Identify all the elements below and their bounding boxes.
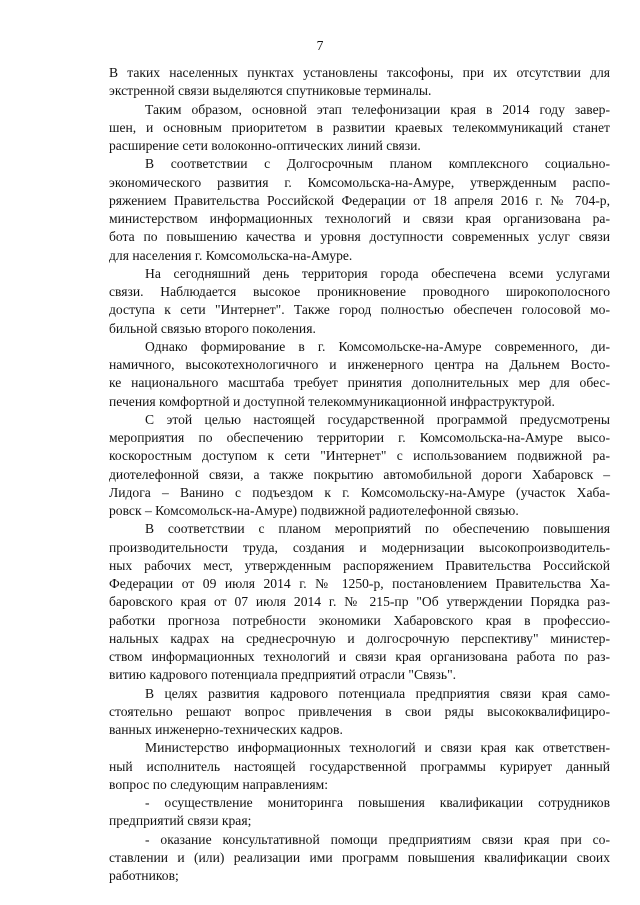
text-line: Таким образом, основной этап телефонизации края в 2014 году завер- — [145, 101, 610, 117]
text-line: ством информационных технологий и связи края организована работа по раз- — [109, 649, 610, 664]
text-line: Министерство информационных технологий и связи края как ответствен- — [145, 740, 610, 756]
text-line: работки прогноза потребности экономики Хабаровского края в профессио- — [109, 612, 610, 628]
text-line: бильной связью второго поколения. — [109, 320, 316, 336]
paragraph — [109, 155, 610, 265]
paragraph — [109, 64, 610, 101]
page-number: 7 — [316, 38, 324, 53]
text-line: вопрос по следующим направлениям: — [109, 776, 328, 792]
text-line: диотелефонной связи, а также покрытию автомобильной дороги Хабаровск – — [109, 466, 610, 482]
paragraph — [109, 831, 610, 886]
text-line: Федерации от 09 июля 2014 г. № 1250-р, постановлением Правительства Ха- — [109, 576, 610, 591]
text-line: печения комфортной и доступной телекоммуникационной инфраструктурой. — [109, 393, 555, 409]
text-line: баровского края от 07 июля 2014 г. № 215-пр "Об утверждении Порядка раз- — [109, 594, 610, 610]
text-line: для населения г. Комсомольска-на-Амуре. — [109, 247, 353, 263]
text-line: доступа к сети "Интернет". Также город полностью обеспечен голосовой мо- — [109, 302, 610, 318]
text-line: С этой целью настоящей государственной программой предусмотрены — [145, 411, 610, 427]
text-line: экономического развития г. Комсомольска-на-Амуре, утвержденным распо- — [109, 174, 610, 190]
text-line: В таких населенных пунктах установлены таксофоны, при их отсутствии для — [109, 65, 610, 80]
paragraph — [109, 338, 610, 411]
paragraph — [109, 101, 610, 156]
text-line: шен, и основным приоритетом в развитии краевых телекоммуникаций станет — [109, 119, 610, 135]
text-line: На сегодняшний день территория города обеспечена всеми услугами — [145, 265, 610, 281]
text-line: ных рабочих мест, утвержденным распоряжением Правительства Российской — [109, 557, 610, 573]
text-line: ный исполнитель настоящей государственной программы курирует данный — [109, 758, 610, 774]
paragraph — [109, 265, 610, 338]
text-line: бота по повышению качества и уровня доступности современных услуг связи — [109, 229, 610, 245]
text-line: министерством информационных технологий и связи края организована ра- — [109, 211, 610, 226]
text-line: производительности труда, создания и модернизации высокопроизводитель- — [109, 539, 610, 555]
document-body — [109, 64, 610, 885]
text-line: ванных инженерно-технических кадров. — [109, 722, 343, 737]
text-line: В соответствии с Долгосрочным планом комплексного социально- — [145, 156, 610, 172]
text-line: витию кадрового потенциала предприятий отрасли "Связь". — [109, 667, 457, 683]
text-line: Однако формирование в г. Комсомольске-на-Амуре современного, ди- — [145, 338, 610, 354]
text-line: расширение сети волоконно-оптических линий связи. — [109, 138, 421, 153]
text-line: - оказание консультативной помощи предприятиям связи края при со- — [145, 831, 610, 847]
text-line: предприятий связи края; — [109, 813, 252, 829]
text-line: связи. Наблюдается высокое проникновение проводного широкополосного — [109, 284, 610, 299]
text-line: В целях развития кадрового потенциала предприятия связи края само- — [145, 685, 610, 701]
paragraph — [109, 685, 610, 740]
text-line: Лидога – Ванино с подъездом к г. Комсомольску-на-Амуре (участок Хаба- — [109, 484, 610, 500]
text-line: экстренной связи выделяются спутниковые терминалы. — [109, 83, 432, 99]
paragraph — [109, 520, 610, 684]
text-line: стоятельно решают вопрос привлечения в свои ряды высококвалифициро- — [109, 703, 610, 719]
text-line: В соответствии с планом мероприятий по обеспечению повышения — [145, 521, 610, 537]
text-line: - осуществление мониторинга повышения квалификации сотрудников — [145, 795, 610, 810]
text-line: работников; — [109, 868, 179, 883]
text-line: намичного, высокотехнологичного и инженерного центра на Дальнем Восто- — [109, 357, 610, 372]
text-line: коскоростным доступом к сети "Интернет" с использованием подвижной ра- — [109, 448, 610, 464]
paragraph — [109, 739, 610, 794]
text-line: ровск – Комсомольск-на-Амуре) подвижной радиотелефонной связью. — [109, 503, 519, 518]
text-line: ряжением Правительства Российской Федерации от 18 апреля 2016 г. № 704-р, — [109, 192, 610, 208]
text-line: нальных кадрах на среднесрочную и долгосрочную перспективу" министер- — [109, 630, 610, 646]
text-line: мероприятия по обеспечению территории г. Комсомольска-на-Амуре высо- — [109, 430, 610, 445]
text-line: ке национального масштаба требует принятия дополнительных мер для обес- — [109, 375, 610, 391]
paragraph — [109, 411, 610, 521]
text-line: ставлении и (или) реализации ими программ повышения квалификации своих — [109, 849, 610, 865]
paragraph — [109, 794, 610, 831]
